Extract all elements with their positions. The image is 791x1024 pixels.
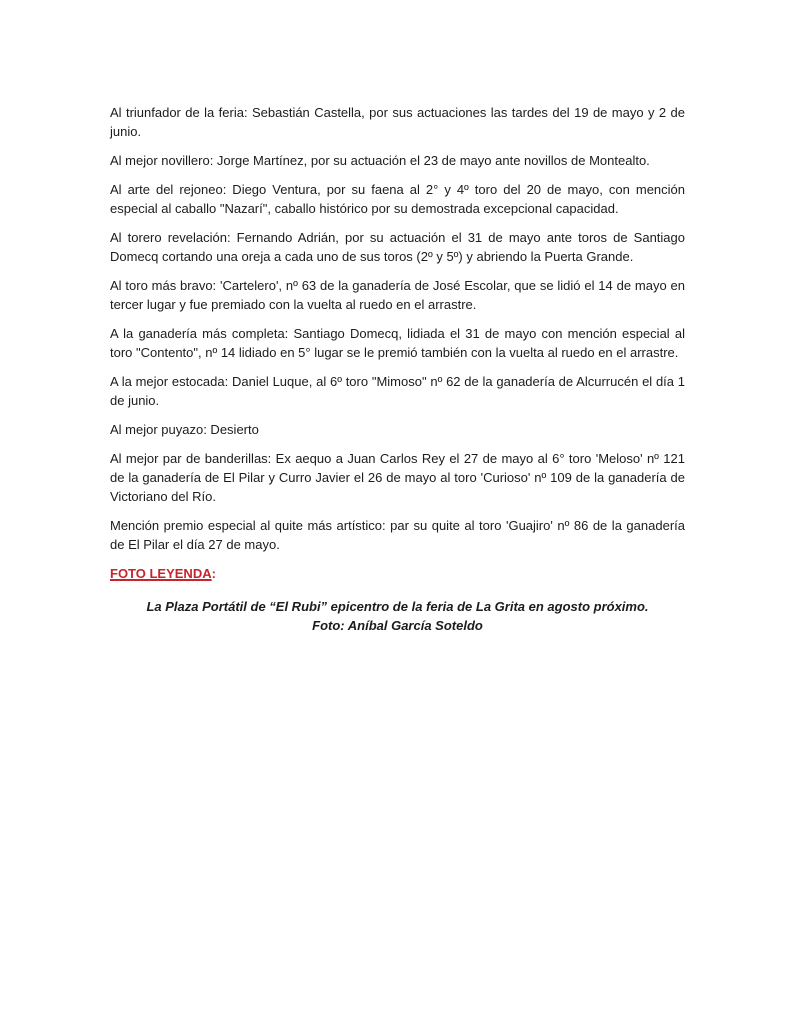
award-paragraph-novillero: Al mejor novillero: Jorge Martínez, por su actuación el 23 de mayo ante novillos de Montealto.: [110, 153, 650, 168]
award-paragraph-ganaderia: A la ganadería más completa: Santiago Domecq, lidiada el 31 de mayo con mención especial al toro "Contento", nº 14 lidiado en 5° lugar se le premió también con la vuelta al ruedo en el arrastre.: [110, 326, 685, 360]
foto-leyenda-heading: [110, 564, 685, 583]
photo-caption-line2: Foto: Aníbal García Soteldo: [312, 618, 483, 633]
foto-leyenda-colon: :: [211, 566, 216, 581]
document-body: [110, 103, 685, 635]
photo-caption-line1: La Plaza Portátil de “El Rubi” epicentro de la feria de La Grita en agosto próximo.: [146, 599, 649, 614]
award-paragraph-revelacion: Al torero revelación: Fernando Adrián, por su actuación el 31 de mayo ante toros de Santiago Domecq cortando una oreja a cada uno de sus toros (2º y 5º) y abriendo la Puerta Grande.: [110, 230, 685, 264]
award-paragraph-triunfador: Al triunfador de la feria: Sebastián Castella, por sus actuaciones las tardes del 19 de mayo y 2 de junio.: [110, 105, 685, 139]
photo-caption: [110, 597, 685, 635]
award-paragraph-toro-bravo: Al toro más bravo: 'Cartelero', nº 63 de la ganadería de José Escolar, que se lidió el 14 de mayo en tercer lugar y fue premiado con la vuelta al ruedo en el arrastre.: [110, 278, 685, 312]
award-paragraph-estocada: A la mejor estocada: Daniel Luque, al 6º toro "Mimoso" nº 62 de la ganadería de Alcurrucén el día 1 de junio.: [110, 374, 685, 408]
award-paragraph-quite: Mención premio especial al quite más artístico: par su quite al toro 'Guajiro' nº 86 de la ganadería de El Pilar el día 27 de mayo.: [110, 518, 685, 552]
award-paragraph-rejoneo: Al arte del rejoneo: Diego Ventura, por su faena al 2° y 4º toro del 20 de mayo, con mención especial al caballo "Nazarí", caballo histórico por su demostrada excepcional capacidad.: [110, 182, 685, 216]
award-paragraph-banderillas: Al mejor par de banderillas: Ex aequo a Juan Carlos Rey el 27 de mayo al 6° toro 'Meloso' nº 121 de la ganadería de El Pilar y Curro Javier el 26 de mayo al toro 'Curioso' nº 109 de la ganadería de Victoriano del Río.: [110, 451, 685, 504]
award-paragraph-puyazo: Al mejor puyazo: Desierto: [110, 422, 259, 437]
foto-leyenda-label: FOTO LEYENDA: [110, 566, 212, 581]
